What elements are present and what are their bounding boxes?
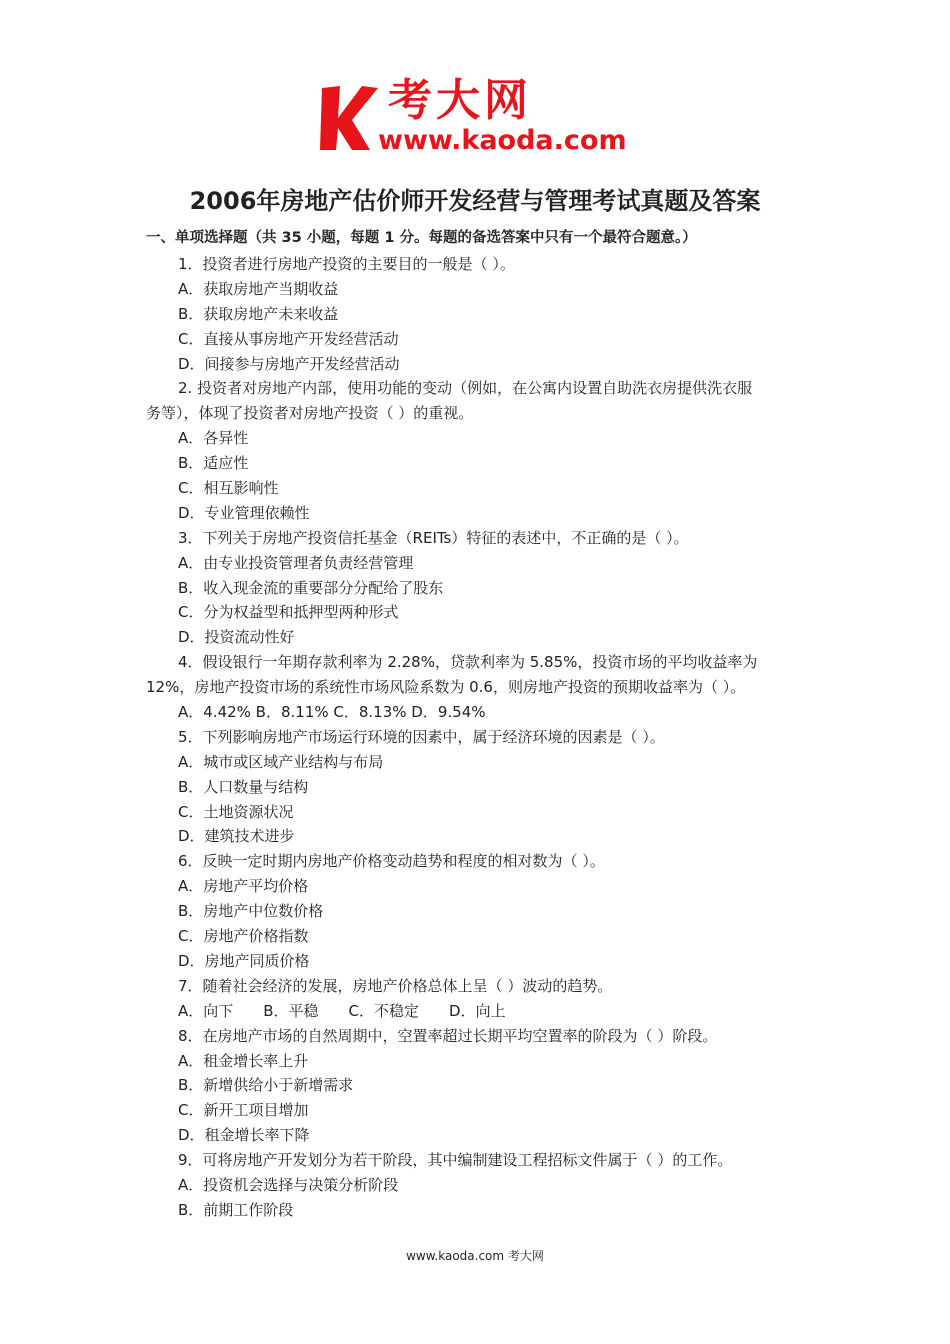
site-logo: [318, 75, 638, 160]
question-list: [146, 252, 810, 1223]
option-line: A．投资机会选择与决策分析阶段: [178, 1175, 399, 1194]
question-line: 1．投资者进行房地产投资的主要目的一般是（ ）。: [178, 255, 515, 273]
option-line: A．城市或区域产业结构与布局: [178, 752, 384, 771]
option-line: D．建筑技术进步: [178, 827, 295, 846]
option-line: C．新开工项目增加: [178, 1101, 309, 1120]
option-line: D．房地产同质价格: [178, 951, 310, 970]
logo-brand-cn: 考大网: [388, 75, 532, 126]
option-line: A．租金增长率上升: [178, 1051, 309, 1070]
question-line: 3．下列关于房地产投资信托基金（REITs）特征的表述中，不正确的是（ ）。: [178, 528, 689, 547]
document-title: 2006年房地产估价师开发经营与管理考试真题及答案: [189, 187, 761, 215]
option-line: B．人口数量与结构: [178, 777, 309, 796]
option-line: A．各异性: [178, 429, 249, 448]
option-line: B．获取房地产未来收益: [178, 304, 339, 323]
option-line: A．由专业投资管理者负责经营管理: [178, 553, 414, 572]
option-line: B．新增供给小于新增需求: [178, 1076, 354, 1095]
section-heading: 一、单项选择题（共 35 小题，每题 1 分。每题的备选答案中只有一个最符合题意。）: [146, 230, 697, 246]
option-line: B．适应性: [178, 454, 249, 473]
option-line: D．间接参与房地产开发经营活动: [178, 354, 400, 373]
option-line: A．4.42% B．8.11% C．8.13% D．9.54%: [178, 703, 486, 722]
option-line: C．相互影响性: [178, 479, 279, 498]
question-line: 9．可将房地产开发划分为若干阶段，其中编制建设工程招标文件属于（ ）的工作。: [178, 1151, 733, 1170]
option-line: C．房地产价格指数: [178, 927, 309, 946]
option-line: C．分为权益型和抵押型两种形式: [178, 603, 399, 622]
option-line: A．向下 B．平稳 C．不稳定 D．向上: [178, 1001, 506, 1020]
question-continuation: 12%，房地产投资市场的系统性市场风险系数为 0.6，则房地产投资的预期收益率为（ ）。: [146, 678, 746, 697]
option-line: A．获取房地产当期收益: [178, 279, 339, 298]
question-line: 4．假设银行一年期存款利率为 2.28%，贷款利率为 5.85%，投资市场的平均收益率为: [178, 653, 758, 672]
question-line: 2. 投资者对房地产内部，使用功能的变动（例如，在公寓内设置自助洗衣房提供洗衣服: [178, 379, 753, 398]
question-line: 5．下列影响房地产市场运行环境的因素中，属于经济环境的因素是（ ）。: [178, 727, 665, 746]
option-line: C．土地资源状况: [178, 802, 294, 821]
page-footer: www.kaoda.com 考大网: [406, 1249, 544, 1263]
option-line: D．投资流动性好: [178, 628, 295, 647]
option-line: B．收入现金流的重要部分分配给了股东: [178, 578, 444, 597]
logo-k-icon: [318, 80, 380, 152]
option-line: B．前期工作阶段: [178, 1200, 294, 1219]
question-line: 8．在房地产市场的自然周期中，空置率超过长期平均空置率的阶段为（ ）阶段。: [178, 1026, 718, 1045]
question-line: 6．反映一定时期内房地产价格变动趋势和程度的相对数为（ ）。: [178, 852, 605, 871]
logo-brand-url: www.kaoda.com: [378, 125, 627, 156]
question-continuation: 务等），体现了投资者对房地产投资（ ）的重视。: [146, 404, 474, 423]
option-line: D．租金增长率下降: [178, 1126, 310, 1145]
option-line: B．房地产中位数价格: [178, 902, 324, 921]
question-line: 7．随着社会经济的发展，房地产价格总体上呈（ ）波动的趋势。: [178, 976, 613, 995]
option-line: A．房地产平均价格: [178, 877, 309, 896]
option-line: C．直接从事房地产开发经营活动: [178, 329, 399, 348]
option-line: D．专业管理依赖性: [178, 503, 310, 522]
